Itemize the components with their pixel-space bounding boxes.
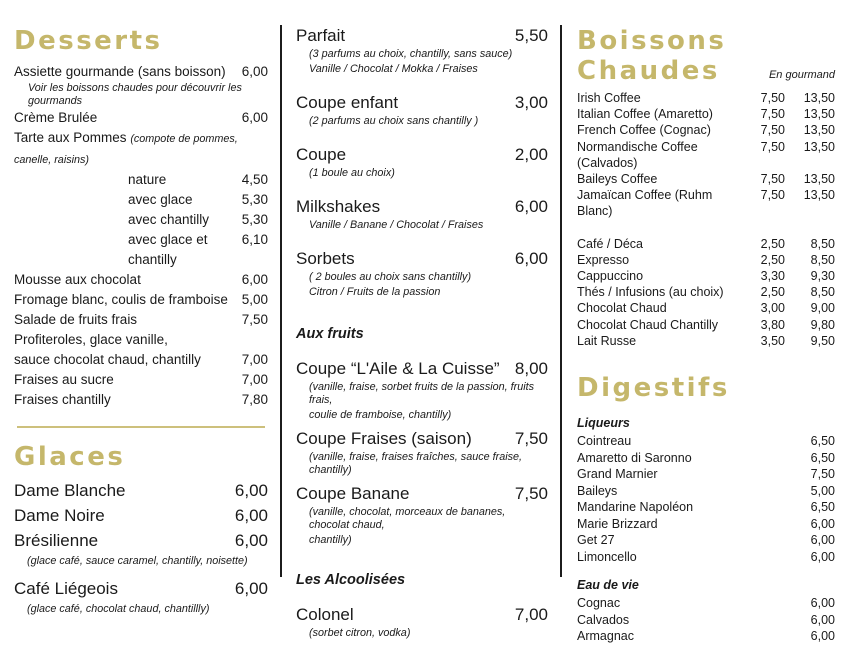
menu-item-block — [296, 605, 548, 640]
menu-item-row — [296, 484, 548, 504]
menu-item-row — [577, 549, 835, 566]
item-price: 6,00 — [234, 481, 268, 500]
item-price: 5,50 — [514, 26, 548, 45]
item-name: Cointreau — [577, 434, 632, 449]
subsection-title-les-alcoolisees: Les Alcoolisées — [296, 572, 406, 588]
menu-item-row — [577, 612, 835, 629]
menu-item-block — [296, 93, 548, 128]
variant-name: avec glace et chantilly — [128, 232, 208, 267]
item-name: Get 27 — [577, 533, 615, 548]
item-name: Dame Noire — [14, 506, 105, 525]
item-name: Coupe “L'Aile & La Cuisse” — [296, 359, 500, 378]
menu-item-row — [14, 478, 268, 503]
item-name: Mousse aux chocolat — [14, 272, 141, 287]
item-price: 7,50 — [760, 123, 785, 138]
item-note: (vanille, fraise, sorbet fruits de la passion, fruits frais, — [309, 381, 535, 406]
menu-item-row — [14, 350, 268, 370]
menu-item-row — [577, 317, 835, 333]
item-price: 6,00 — [810, 516, 835, 531]
item-price: 7,00 — [241, 352, 268, 367]
item-price: 5,00 — [241, 292, 268, 307]
menu-item-row — [577, 483, 835, 500]
menu-item-block — [296, 197, 548, 232]
item-name: Italian Coffee (Amaretto) — [577, 107, 713, 122]
item-price: 6,00 — [810, 533, 835, 548]
item-name — [14, 128, 268, 170]
item-price: 6,00 — [810, 549, 835, 564]
item-price: 2,50 — [760, 252, 785, 267]
item-name: Coupe Banane — [296, 484, 410, 503]
item-price-gourmand: 9,00 — [810, 301, 835, 316]
menu-item-variant-row — [14, 170, 268, 190]
item-name: Irish Coffee — [577, 91, 641, 105]
menu-item-row — [296, 93, 548, 113]
subsection-title-liqueurs: Liqueurs — [577, 416, 630, 431]
menu-item-row — [577, 236, 835, 252]
item-price: 6,00 — [514, 249, 548, 268]
item-name: Amaretto di Saronno — [577, 450, 692, 465]
item-name: Milkshakes — [296, 197, 381, 216]
item-name: Colonel — [296, 605, 354, 624]
menu-item-row — [14, 370, 268, 390]
menu-item-row — [296, 145, 548, 165]
item-price: 7,50 — [760, 172, 785, 187]
item-name: Chocolat Chaud Chantilly — [577, 317, 719, 332]
item-price: 5,00 — [810, 483, 835, 498]
item-price-gourmand: 9,80 — [810, 317, 835, 332]
variant-price: 6,10 — [241, 232, 268, 247]
menu-item-row — [14, 290, 268, 310]
menu-item-block — [296, 249, 548, 299]
menu-item-row — [14, 108, 268, 128]
menu-item-row — [577, 595, 835, 612]
item-note: Vanille / Chocolat / Mokka / Fraises — [309, 63, 478, 75]
item-price-gourmand: 13,50 — [803, 172, 835, 187]
item-price: 2,00 — [514, 145, 548, 164]
item-name: Coupe enfant — [296, 93, 399, 112]
item-price: 6,50 — [810, 434, 835, 449]
item-name: Normandische Coffee (Calvados) — [577, 139, 698, 170]
item-note: Voir les boissons chaudes pour découvrir les gourmands — [28, 82, 242, 107]
digestifs-section-title: Digestifs — [577, 373, 730, 404]
item-note: (3 parfums au choix, chantilly, sans sauce) — [309, 48, 513, 60]
item-name: Baileys Coffee — [577, 172, 658, 187]
item-price: 6,00 — [234, 506, 268, 525]
menu-item-row — [296, 359, 548, 379]
menu-item-row — [577, 139, 835, 171]
item-note: (glace café, sauce caramel, chantilly, noisette) — [27, 555, 248, 567]
item-price: 6,00 — [241, 272, 268, 287]
item-note: (glace café, chocolat chaud, chantillly) — [27, 603, 210, 615]
menu-item-row — [577, 499, 835, 516]
item-price: 3,50 — [760, 333, 785, 348]
menu-item-row — [577, 628, 835, 645]
menu-item-variant-row — [14, 230, 268, 270]
item-note: (2 parfums au choix sans chantilly ) — [309, 115, 479, 127]
item-price: 7,50 — [241, 312, 268, 327]
menu-item-row — [577, 333, 835, 349]
item-name: Calvados — [577, 612, 630, 627]
item-name: Salade de fruits frais — [14, 312, 138, 327]
item-name: Limoncello — [577, 549, 637, 564]
item-note: Citron / Fruits de la passion — [309, 286, 441, 298]
item-price-gourmand: 9,50 — [810, 333, 835, 348]
menu-item-row — [577, 516, 835, 533]
item-price: 6,50 — [810, 450, 835, 465]
item-price-gourmand: 13,50 — [803, 123, 835, 138]
variant-price: 4,50 — [241, 172, 268, 187]
item-name: Chocolat Chaud — [577, 301, 667, 316]
variant-price: 5,30 — [241, 192, 268, 207]
item-price: 6,00 — [241, 64, 268, 79]
menu-item-block — [296, 145, 548, 180]
item-price: 7,80 — [241, 392, 268, 407]
item-price: 6,00 — [234, 531, 268, 550]
item-name: Jamaïcan Coffee (Ruhm Blanc) — [577, 188, 713, 219]
item-price: 8,00 — [514, 359, 548, 378]
menu-item-row — [296, 429, 548, 449]
item-name: Lait Russe — [577, 333, 637, 348]
item-name: Marie Brizzard — [577, 516, 658, 531]
menu-item-block — [296, 429, 548, 477]
item-price-gourmand: 8,50 — [810, 285, 835, 300]
item-name: Dame Blanche — [14, 481, 126, 500]
item-price: 6,00 — [241, 110, 268, 125]
menu-item-variant-row — [14, 210, 268, 230]
subsection-title-eau-de-vie: Eau de vie — [577, 578, 639, 593]
menu-item-variant-row — [14, 190, 268, 210]
menu-item-row — [296, 605, 548, 625]
menu-item-row — [14, 270, 268, 290]
item-price-gourmand: 8,50 — [810, 236, 835, 251]
item-name: Crème Brulée — [14, 110, 98, 125]
menu-item-row — [577, 171, 835, 187]
section-divider-line — [17, 426, 265, 428]
variant-name: avec chantilly — [128, 212, 210, 227]
coupes-column — [296, 0, 548, 657]
item-name: Café Liégeois — [14, 579, 118, 598]
menu-item-row — [14, 528, 268, 553]
item-note: (vanille, fraise, fraises fraîches, sauce fraise, chantilly) — [309, 451, 523, 476]
menu-item-block — [296, 359, 548, 422]
menu-item-row — [14, 310, 268, 330]
item-name: Cognac — [577, 596, 621, 611]
item-price-gourmand: 13,50 — [803, 91, 835, 105]
boissons-digestifs-column — [577, 0, 835, 645]
item-name: Fromage blanc, coulis de framboise — [14, 292, 228, 307]
menu-item-row — [577, 466, 835, 483]
menu-item-row — [14, 128, 268, 170]
column-separator-line-1 — [280, 25, 282, 577]
menu-item-row — [577, 284, 835, 300]
item-name: Cappuccino — [577, 269, 644, 284]
item-name: French Coffee (Cognac) — [577, 123, 711, 138]
item-price: 6,00 — [514, 197, 548, 216]
menu-item-row — [577, 90, 835, 106]
variant-name: nature — [128, 172, 167, 187]
item-price: 6,00 — [810, 612, 835, 627]
menu-item-block — [296, 484, 548, 547]
menu-item-row — [14, 330, 268, 350]
boissons-header-row — [577, 26, 835, 86]
item-price: 7,50 — [514, 484, 548, 503]
item-note: (vanille, chocolat, morceaux de bananes, chocolat chaud, — [309, 506, 506, 531]
item-price: 2,50 — [760, 285, 785, 300]
item-note: (1 boule au choix) — [309, 167, 395, 179]
item-price-gourmand: 13,50 — [803, 107, 835, 122]
item-price: 7,50 — [810, 467, 835, 482]
item-name: Expresso — [577, 252, 630, 267]
menu-item-row — [577, 532, 835, 549]
item-name: Parfait — [296, 26, 346, 45]
menu-item-row — [577, 268, 835, 284]
menu-item-row — [577, 106, 835, 122]
spacer — [577, 220, 835, 236]
menu-item-row — [577, 187, 835, 219]
item-note: coulie de framboise, chantilly) — [309, 409, 452, 421]
item-price: 7,50 — [760, 91, 785, 105]
item-name-text: Tarte aux Pommes — [14, 130, 127, 145]
menu-item-row — [577, 122, 835, 138]
item-price: 7,00 — [241, 372, 268, 387]
menu-item-row — [14, 503, 268, 528]
item-price-gourmand: 8,50 — [810, 252, 835, 267]
item-price: 7,50 — [760, 107, 785, 122]
item-name: Profiteroles, glace vanille, — [14, 332, 168, 347]
item-price: 7,50 — [760, 188, 785, 203]
boissons-section-title: Boissons Chaudes — [577, 26, 727, 86]
glaces-section-title: Glaces — [14, 442, 126, 472]
item-name: Fraises au sucre — [14, 372, 114, 387]
item-name: sauce chocolat chaud, chantilly — [14, 352, 201, 367]
variant-name: avec glace — [128, 192, 193, 207]
item-name: Coupe Fraises (saison) — [296, 429, 472, 448]
item-name: Coupe — [296, 145, 347, 164]
item-name: Mandarine Napoléon — [577, 500, 694, 515]
variant-price: 5,30 — [241, 212, 268, 227]
item-price: 6,50 — [810, 500, 835, 515]
menu-item-row — [577, 433, 835, 450]
gourmand-column-label: En gourmand — [768, 69, 835, 81]
column-separator-line-2 — [560, 25, 562, 577]
menu-item-row — [14, 576, 268, 601]
item-name: Assiette gourmande (sans boisson) — [14, 64, 226, 79]
menu-item-row — [14, 390, 268, 410]
item-name: Brésilienne — [14, 531, 99, 550]
item-note: chantilly) — [309, 534, 352, 546]
item-name: Fraises chantilly — [14, 392, 111, 407]
item-price-gourmand: 9,30 — [810, 269, 835, 284]
desserts-glaces-column — [14, 0, 268, 624]
item-price: 2,50 — [760, 236, 785, 251]
item-price: 6,00 — [810, 629, 835, 644]
menu-item-row — [577, 450, 835, 467]
item-note: (sorbet citron, vodka) — [309, 627, 411, 639]
item-price: 3,80 — [760, 317, 785, 332]
item-price: 6,00 — [234, 579, 268, 598]
item-name: Baileys — [577, 483, 618, 498]
spacer — [577, 565, 835, 577]
item-price: 3,00 — [760, 301, 785, 316]
menu-item-row — [296, 26, 548, 46]
item-price: 6,00 — [810, 596, 835, 611]
menu-item-block — [296, 26, 548, 76]
item-price-gourmand: 13,50 — [803, 188, 835, 203]
item-name: Thés / Infusions (au choix) — [577, 285, 724, 300]
item-name: Grand Marnier — [577, 467, 658, 482]
subsection-title-aux-fruits: Aux fruits — [296, 326, 364, 342]
desserts-section-title: Desserts — [14, 26, 163, 56]
menu-item-row — [577, 300, 835, 316]
item-name: Café / Déca — [577, 236, 644, 251]
item-price: 7,00 — [514, 605, 548, 624]
item-inline-note: (compote de pommes, canelle, raisins) — [14, 133, 238, 166]
menu-item-row — [577, 252, 835, 268]
item-price: 7,50 — [760, 139, 785, 154]
item-name: Armagnac — [577, 629, 634, 644]
item-note: ( 2 boules au choix sans chantilly) — [309, 271, 472, 283]
item-price: 7,50 — [514, 429, 548, 448]
menu-item-row — [14, 62, 268, 82]
item-price: 3,30 — [760, 269, 785, 284]
item-price: 3,00 — [514, 93, 548, 112]
menu-item-row — [296, 249, 548, 269]
item-name: Sorbets — [296, 249, 355, 268]
menu-item-row — [296, 197, 548, 217]
item-note: Vanille / Banane / Chocolat / Fraises — [309, 219, 484, 231]
item-price-gourmand: 13,50 — [803, 139, 835, 154]
